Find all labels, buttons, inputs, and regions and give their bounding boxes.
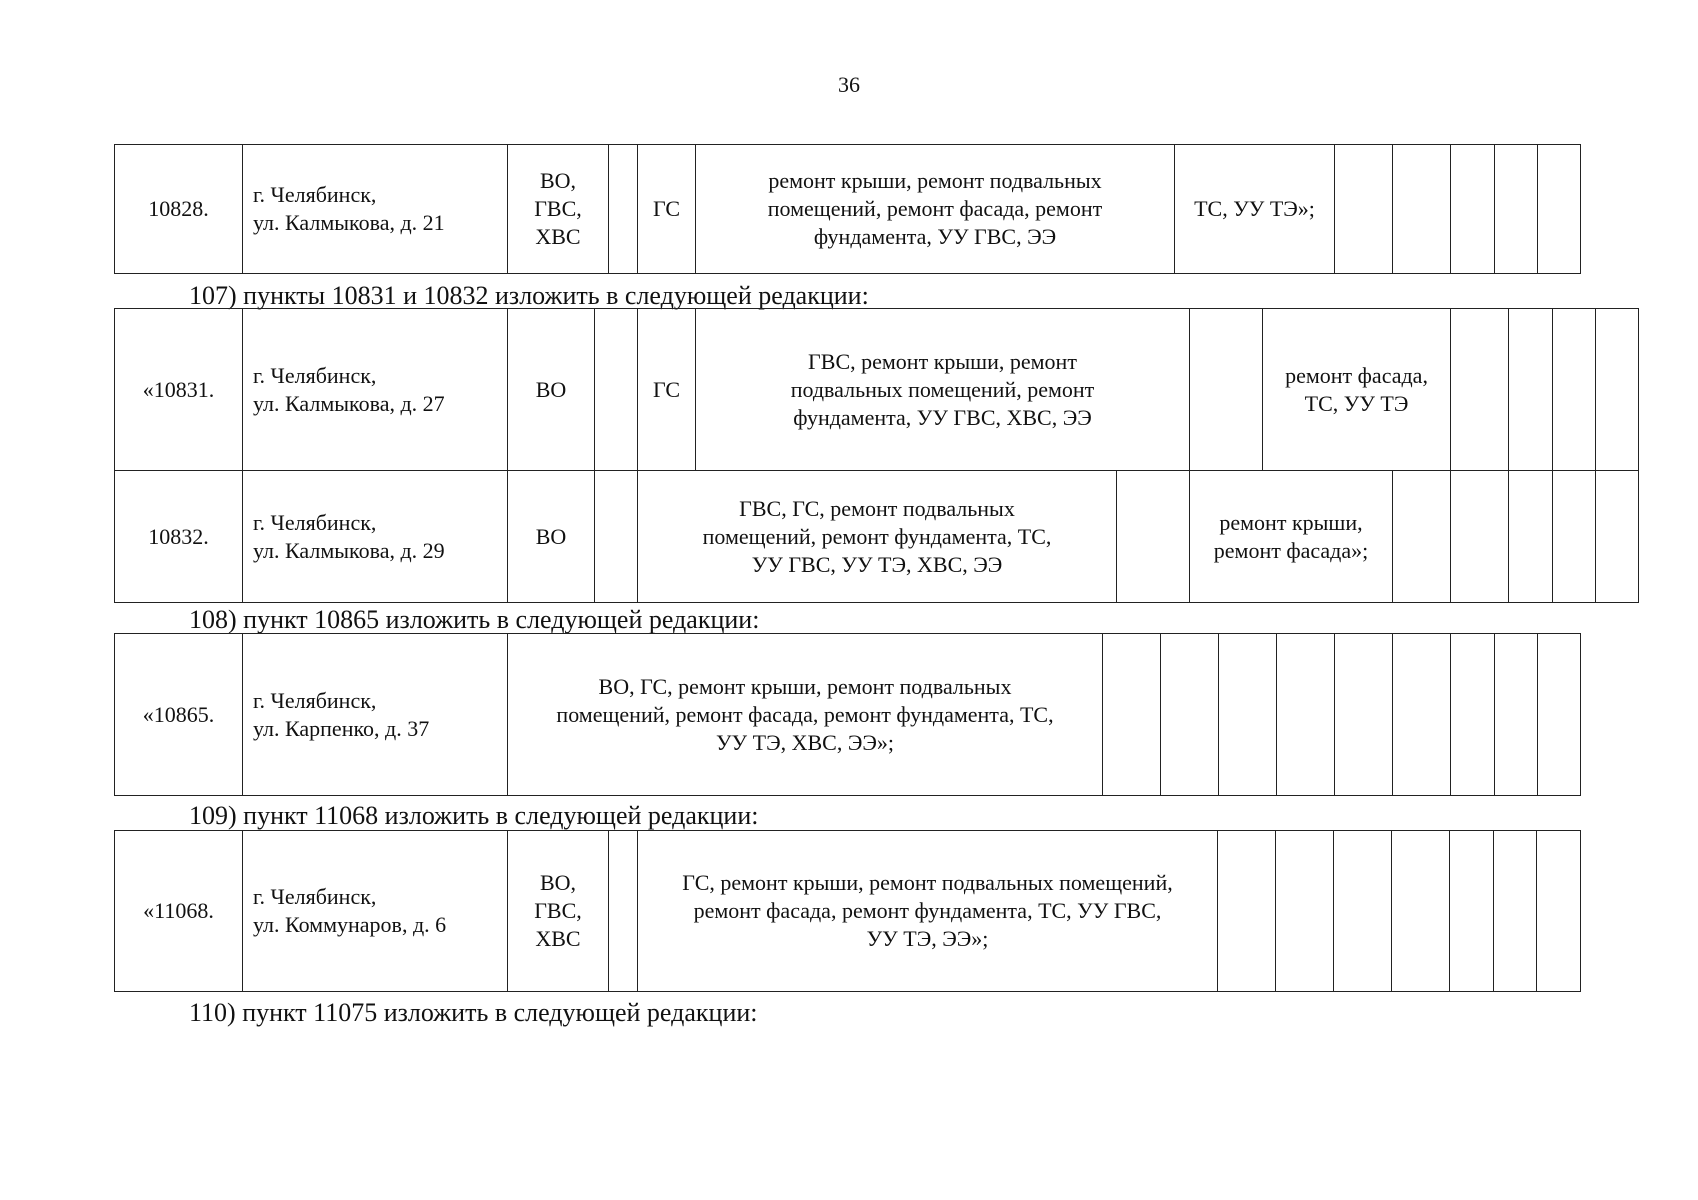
empty-cell (1335, 634, 1393, 796)
empty-cell (1509, 309, 1553, 471)
address-street: ул. Калмыкова, д. 21 (253, 210, 445, 235)
works-line: ремонт крыши, ремонт подвальных (768, 168, 1102, 193)
empty-cell (1537, 831, 1581, 992)
address-cell (243, 145, 508, 274)
paragraph-109: 109) пункт 11068 изложить в следующей редакции: (189, 801, 759, 830)
address-city: г. Челябинск, (253, 687, 377, 713)
empty-cell (1509, 471, 1553, 603)
address-cell (243, 471, 508, 603)
empty-cell (609, 831, 638, 992)
item-number: 10832. (115, 471, 243, 603)
works-line: ремонт фасада, ремонт фундамента, ТС, УУ ГВС, (693, 898, 1162, 923)
empty-cell (609, 145, 638, 274)
address-cell (243, 634, 508, 796)
systems-cell (508, 145, 609, 274)
empty-cell (1495, 145, 1538, 274)
system-line: ХВС (535, 224, 581, 249)
works-line: подвальных помещений, ремонт (790, 376, 1095, 402)
later-works-line: ТС, УУ ТЭ (1304, 390, 1409, 416)
works-line: ГС, ремонт крыши, ремонт подвальных помещений, (682, 870, 1173, 895)
empty-cell (1451, 471, 1509, 603)
later-works-line: ремонт фасада, (1285, 362, 1428, 388)
address-street: ул. Калмыкова, д. 29 (253, 537, 445, 563)
works-line: помещений, ремонт фасада, ремонт фундамента, ТС, (556, 701, 1054, 727)
works-line: помещений, ремонт фундамента, ТС, (702, 523, 1052, 549)
table-10831-10832 (114, 308, 1639, 603)
empty-cell (1451, 309, 1509, 471)
systems-cell: ВО (508, 471, 595, 603)
table-row (115, 831, 1581, 992)
empty-cell (1335, 145, 1393, 274)
gs-cell: ГС (638, 145, 696, 274)
empty-cell (595, 309, 638, 471)
works-cell (638, 471, 1117, 603)
works-cell (508, 634, 1103, 796)
table-10828 (114, 144, 1581, 274)
address-cell (243, 831, 508, 992)
empty-cell (1451, 145, 1495, 274)
address-street: ул. Карпенко, д. 37 (253, 715, 430, 741)
address-city: г. Челябинск, (253, 509, 377, 535)
later-works-cell: ТС, УУ ТЭ»; (1175, 145, 1335, 274)
works-line: фундамента, УУ ГВС, ЭЭ (813, 224, 1057, 249)
works-line: УУ ТЭ, ХВС, ЭЭ»; (715, 729, 894, 755)
empty-cell (1277, 634, 1335, 796)
system-line: ВО, (539, 870, 577, 895)
gs-cell: ГС (638, 309, 696, 471)
empty-cell (1494, 831, 1537, 992)
empty-cell (595, 471, 638, 603)
address-cell (243, 309, 508, 471)
paragraph-108: 108) пункт 10865 изложить в следующей редакции: (189, 605, 760, 634)
system-line: ХВС (535, 926, 581, 951)
empty-cell (1451, 634, 1495, 796)
system-line: ВО, (539, 168, 577, 193)
works-cell (696, 309, 1190, 471)
table-row (115, 634, 1581, 796)
empty-cell (1117, 471, 1190, 603)
table-11068 (114, 830, 1581, 992)
systems-cell: ВО (508, 309, 595, 471)
works-line: УУ ГВС, УУ ТЭ, ХВС, ЭЭ (751, 551, 1003, 577)
later-works-line: ремонт фасада»; (1213, 537, 1369, 563)
works-line: помещений, ремонт фасада, ремонт (767, 196, 1103, 221)
empty-cell (1553, 309, 1596, 471)
later-works-line: ремонт крыши, (1219, 509, 1363, 535)
paragraph-107: 107) пункты 10831 и 10832 изложить в следующей редакции: (189, 281, 869, 310)
table-row (115, 309, 1639, 471)
table-row (115, 471, 1639, 603)
empty-cell (1103, 634, 1161, 796)
works-line: УУ ТЭ, ЭЭ»; (866, 926, 989, 951)
empty-cell (1392, 831, 1450, 992)
empty-cell (1596, 471, 1639, 603)
later-works-cell (1190, 471, 1393, 603)
item-number: «10865. (115, 634, 243, 796)
empty-cell (1219, 634, 1277, 796)
system-line: ГВС, (534, 196, 582, 221)
address-city: г. Челябинск, (253, 362, 377, 388)
empty-cell (1190, 309, 1263, 471)
empty-cell (1393, 634, 1451, 796)
empty-cell (1393, 145, 1451, 274)
empty-cell (1596, 309, 1639, 471)
empty-cell (1218, 831, 1276, 992)
works-cell (696, 145, 1175, 274)
address-street: ул. Коммунаров, д. 6 (253, 912, 447, 937)
empty-cell (1495, 634, 1538, 796)
empty-cell (1161, 634, 1219, 796)
empty-cell (1276, 831, 1334, 992)
empty-cell (1393, 471, 1451, 603)
address-street: ул. Калмыкова, д. 27 (253, 390, 445, 416)
works-line: ВО, ГС, ремонт крыши, ремонт подвальных (598, 673, 1012, 699)
item-number: 10828. (115, 145, 243, 274)
table-row (115, 145, 1581, 274)
systems-cell (508, 831, 609, 992)
empty-cell (1450, 831, 1494, 992)
works-line: фундамента, УУ ГВС, ХВС, ЭЭ (793, 404, 1092, 430)
item-number: «11068. (115, 831, 243, 992)
page-number: 36 (838, 72, 860, 97)
later-works-cell (1263, 309, 1451, 471)
table-10865 (114, 633, 1581, 796)
empty-cell (1538, 634, 1581, 796)
works-line: ГВС, ремонт крыши, ремонт (808, 348, 1077, 374)
empty-cell (1538, 145, 1581, 274)
paragraph-110: 110) пункт 11075 изложить в следующей редакции: (189, 998, 758, 1027)
system-line: ГВС, (534, 898, 582, 923)
address-city: г. Челябинск, (253, 884, 377, 909)
address-city: г. Челябинск, (253, 182, 377, 207)
item-number: «10831. (115, 309, 243, 471)
works-cell (638, 831, 1218, 992)
empty-cell (1334, 831, 1392, 992)
works-line: ГВС, ГС, ремонт подвальных (739, 495, 1015, 521)
empty-cell (1553, 471, 1596, 603)
